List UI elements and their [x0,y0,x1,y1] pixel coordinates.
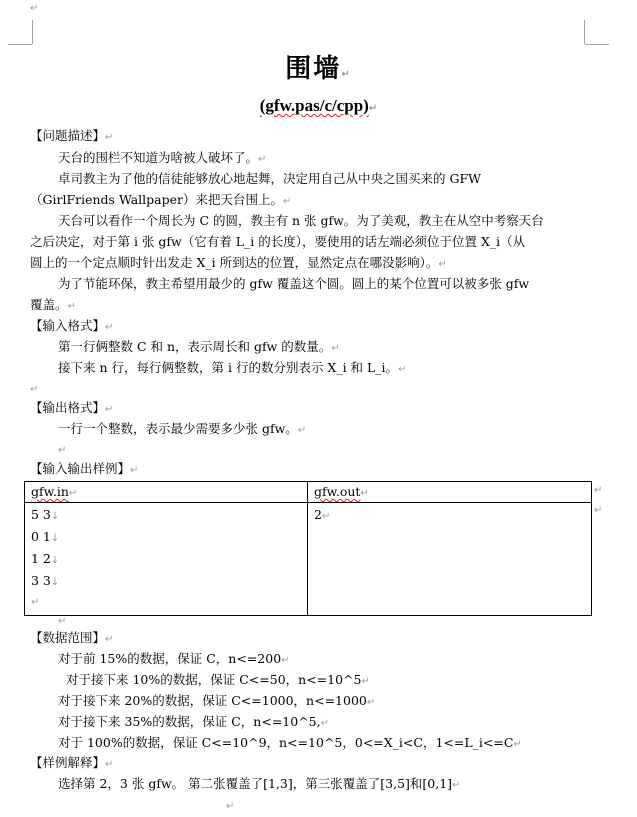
crop-mark-top-right-horizontal [585,44,609,45]
paragraph-mark-icon: ↵ [368,103,378,114]
problem-paragraph-3-line-3: 圆上的一个定点顺时针出发走 X_i 所到达的位置，显然定点在哪没影响）。↵ [30,255,447,270]
range-line-4: 对于接下来 35%的数据，保证 C，n<=10^5,↵ [58,714,329,729]
crop-mark-top-right-vertical [584,20,585,44]
sample-output-cell [308,503,592,616]
paragraph-mark-icon: ↵ [226,801,235,812]
sample-table [24,481,592,616]
problem-paragraph-3-line-2: 之后决定，对于第 i 张 gfw（它有着 L_i 的长度），要使用的话左端必须位于位置 X_i（从 [30,234,526,249]
section-heading-range: 【数据范围】↵ [30,630,114,645]
range-line-3: 对于接下来 20%的数据，保证 C<=1000，n<=1000↵ [58,693,376,708]
sample-input-line: 5 3↓ [31,507,60,522]
row-end-mark-icon: ↵ [594,505,603,516]
range-line-1: 对于前 15%的数据，保证 C，n<=200↵ [58,651,290,666]
output-line-1: 一行一个整数，表示最少需要多少张 gfw。↵ [58,421,307,436]
section-heading-output: 【输出格式】↵ [30,400,114,415]
problem-paragraph-4-line-1: 为了节能环保，教主希望用最少的 gfw 覆盖这个圆。圆上的某个位置可以被多张 gfw [58,276,530,291]
sample-output-line: 2↵ [314,507,331,522]
section-heading-problem: 【问题描述】↵ [30,128,114,143]
section-heading-input: 【输入格式】↵ [30,318,114,333]
page-title: 围墙↵ [285,54,352,84]
section-heading-sample: 【输入输出样例】↵ [30,461,139,476]
sample-output-header: gfw.out↵ [308,482,592,503]
page-subtitle: (gfw.pas/c/cpp)↵ [259,96,378,115]
sample-input-line: 3 3↓ [31,573,60,588]
range-line-5: 对于 100%的数据，保证 C<=10^9，n<=10^5，0<=X_i<C，1<=L_i<=C↵ [58,735,522,750]
explain-line-1: 选择第 2，3 张 gfw。 第二张覆盖了[1,3]，第三张覆盖了[3,5]和[0,1]↵ [58,776,461,791]
paragraph-mark-icon: ↵ [341,69,352,80]
crop-mark-top-left-horizontal [8,44,32,45]
blank-line: ↵ [58,445,67,456]
paragraph-mark-icon: ↵ [30,3,39,14]
blank-line: ↵ [58,616,67,627]
section-heading-explain: 【样例解释】↵ [30,755,114,770]
problem-paragraph-2-line-2: （GirlFriends Wallpaper）来把天台围上。↵ [30,192,292,207]
range-line-2: 对于接下来 10%的数据，保证 C<=50，n<=10^5↵ [66,672,370,687]
problem-paragraph-1: 天台的围栏不知道为啥被人破坏了。↵ [58,150,267,165]
blank-line: ↵ [30,384,39,395]
problem-paragraph-3-line-1: 天台可以看作一个周长为 C 的圆，教主有 n 张 gfw。为了美观，教主在从空中考察天台 [58,213,544,228]
sample-input-cell [25,503,308,616]
paragraph-mark-icon: ↵ [31,597,40,608]
input-line-2: 接下来 n 行，每行俩整数，第 i 行的数分别表示 X_i 和 L_i。↵ [58,360,407,375]
row-end-mark-icon: ↵ [594,485,603,496]
input-line-1: 第一行俩整数 C 和 n，表示周长和 gfw 的数量。↵ [58,339,340,354]
crop-mark-top-left-vertical [32,20,33,44]
problem-paragraph-2-line-1: 卓司教主为了他的信徒能够放心地起舞，决定用自己从中央之国买来的 GFW [58,171,481,186]
sample-input-header: gfw.in↵ [25,482,308,503]
sample-input-line: 1 2↓ [31,551,60,566]
problem-paragraph-4-line-2: 覆盖。↵ [30,297,76,312]
sample-input-line: 0 1↓ [31,529,60,544]
